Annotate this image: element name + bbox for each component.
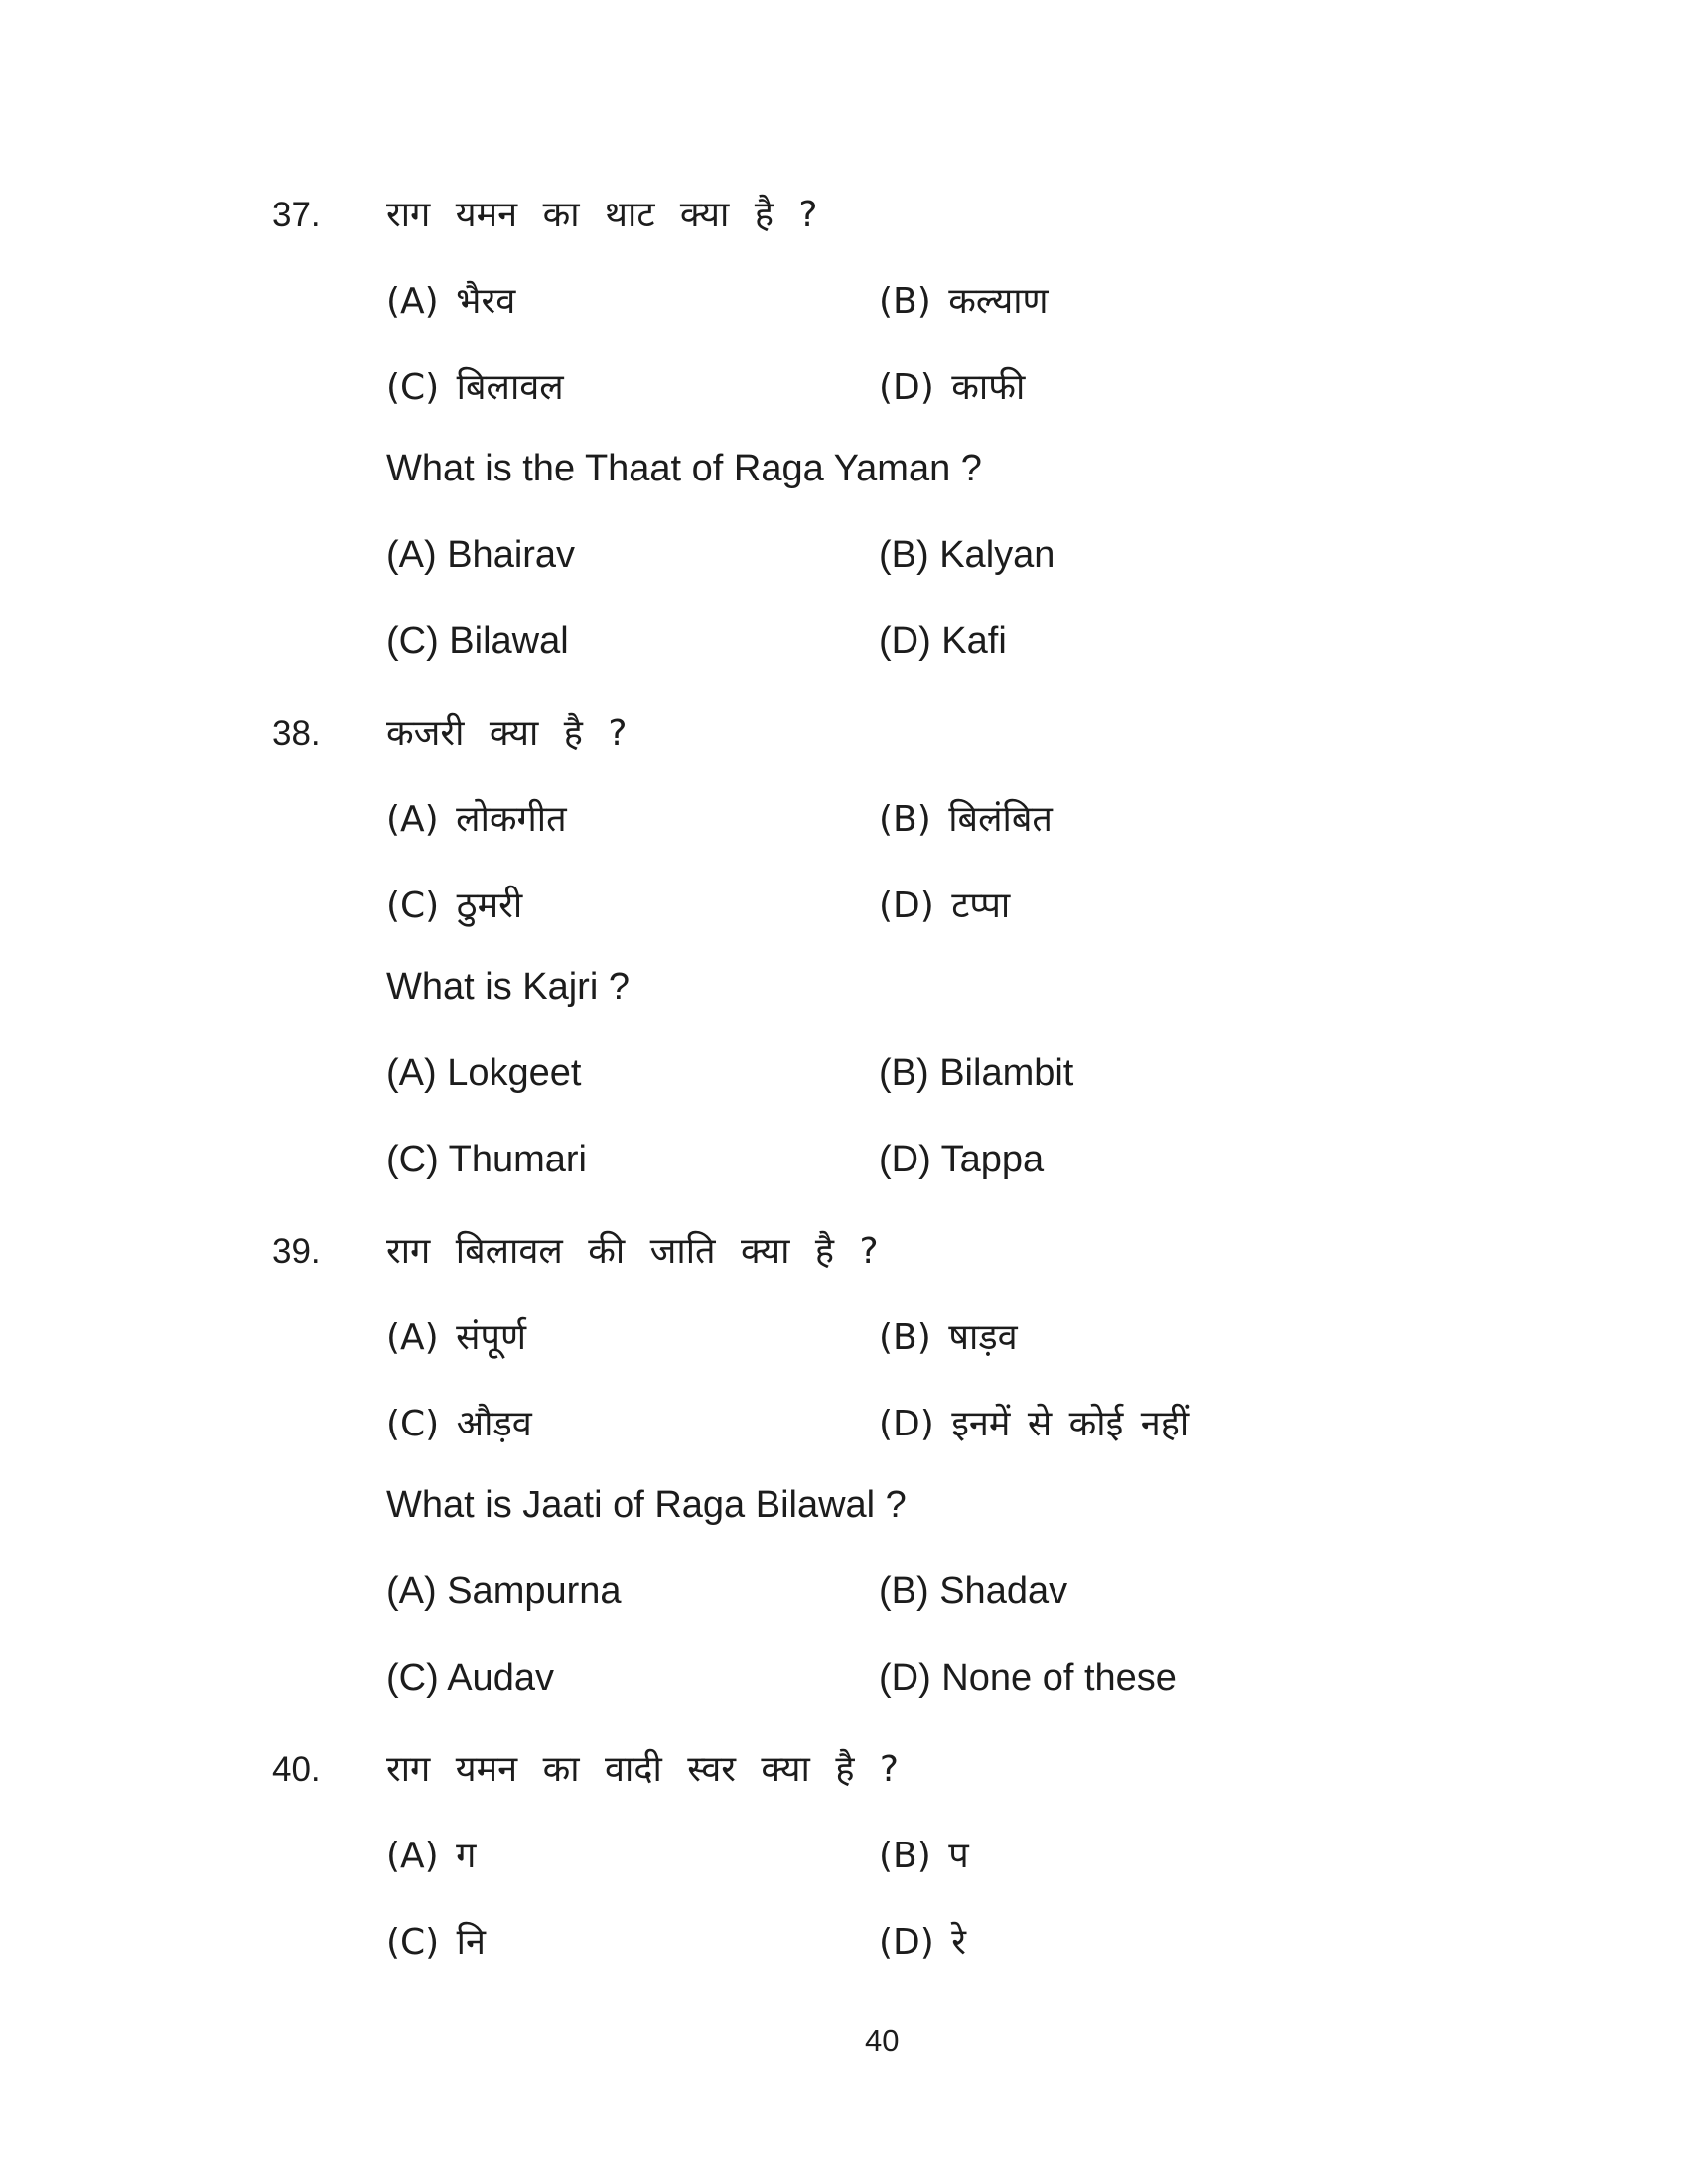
- option-c-english: (C) Audav: [386, 1657, 554, 1699]
- hindi-options-row-ab: [0, 1311, 1688, 1358]
- hindi-question-text: राग बिलावल की जाति क्या है ?: [386, 1231, 879, 1272]
- english-options-row-cd: [0, 620, 1688, 660]
- hindi-question-text: राग यमन का वादी स्वर क्या है ?: [386, 1749, 899, 1790]
- english-question-text: What is Kajri ?: [386, 966, 630, 1008]
- option-d-hindi: (D) इनमें से कोई नहीं: [879, 1404, 1190, 1444]
- english-question-line: [0, 966, 1688, 1006]
- question-37: [0, 189, 1688, 660]
- option-b-hindi: (B) षाड़व: [879, 1317, 1018, 1358]
- hindi-options-row-cd: [0, 1398, 1688, 1444]
- option-a-english: (A) Sampurna: [386, 1570, 622, 1612]
- option-b-hindi: (B) बिलंबित: [879, 799, 1053, 840]
- question-line: [0, 1225, 1688, 1272]
- question-line: [0, 707, 1688, 753]
- english-question-text: What is the Thaat of Raga Yaman ?: [386, 448, 982, 489]
- question-line: [0, 1743, 1688, 1790]
- option-a-english: (A) Lokgeet: [386, 1052, 582, 1094]
- question-number: 37.: [272, 196, 321, 234]
- option-d-hindi: (D) रे: [879, 1922, 966, 1963]
- option-d-hindi: (D) टप्पा: [879, 886, 1011, 926]
- hindi-options-row-ab: [0, 1830, 1688, 1876]
- english-options-row-cd: [0, 1657, 1688, 1697]
- question-39: [0, 1225, 1688, 1697]
- hindi-options-row-cd: [0, 880, 1688, 926]
- hindi-options-row-cd: [0, 361, 1688, 408]
- option-a-hindi: (A) भैरव: [386, 281, 516, 322]
- question-line: [0, 189, 1688, 235]
- option-b-english: (B) Shadav: [879, 1570, 1068, 1612]
- page-number: 40: [865, 2023, 900, 2058]
- english-options-row-ab: [0, 1052, 1688, 1092]
- option-d-english: (D) None of these: [879, 1657, 1177, 1699]
- option-c-hindi: (C) नि: [386, 1922, 486, 1963]
- hindi-options-row-cd: [0, 1916, 1688, 1963]
- option-c-hindi: (C) औड़व: [386, 1404, 532, 1444]
- option-d-english: (D) Tappa: [879, 1139, 1045, 1180]
- option-b-english: (B) Kalyan: [879, 534, 1055, 576]
- hindi-options-row-ab: [0, 793, 1688, 840]
- option-a-hindi: (A) संपूर्ण: [386, 1317, 526, 1358]
- hindi-options-row-ab: [0, 275, 1688, 322]
- question-40: [0, 1743, 1688, 1963]
- option-c-english: (C) Thumari: [386, 1139, 587, 1180]
- question-number: 39.: [272, 1232, 321, 1271]
- option-c-hindi: (C) ठुमरी: [386, 886, 523, 926]
- english-question-text: What is Jaati of Raga Bilawal ?: [386, 1484, 907, 1526]
- hindi-question-text: कजरी क्या है ?: [386, 713, 628, 753]
- question-number: 38.: [272, 714, 321, 752]
- english-options-row-cd: [0, 1139, 1688, 1178]
- english-question-line: [0, 1484, 1688, 1524]
- option-a-english: (A) Bhairav: [386, 534, 576, 576]
- option-c-english: (C) Bilawal: [386, 620, 569, 662]
- option-b-english: (B) Bilambit: [879, 1052, 1074, 1094]
- option-d-english: (D) Kafi: [879, 620, 1007, 662]
- english-options-row-ab: [0, 534, 1688, 574]
- option-d-hindi: (D) काफी: [879, 367, 1026, 408]
- option-a-hindi: (A) ग: [386, 1836, 477, 1876]
- question-number: 40.: [272, 1750, 321, 1789]
- english-options-row-ab: [0, 1570, 1688, 1610]
- option-a-hindi: (A) लोकगीत: [386, 799, 567, 840]
- question-38: [0, 707, 1688, 1178]
- option-b-hindi: (B) कल्याण: [879, 281, 1049, 322]
- hindi-question-text: राग यमन का थाट क्या है ?: [386, 195, 818, 235]
- english-question-line: [0, 448, 1688, 487]
- option-b-hindi: (B) प: [879, 1836, 969, 1876]
- option-c-hindi: (C) बिलावल: [386, 367, 564, 408]
